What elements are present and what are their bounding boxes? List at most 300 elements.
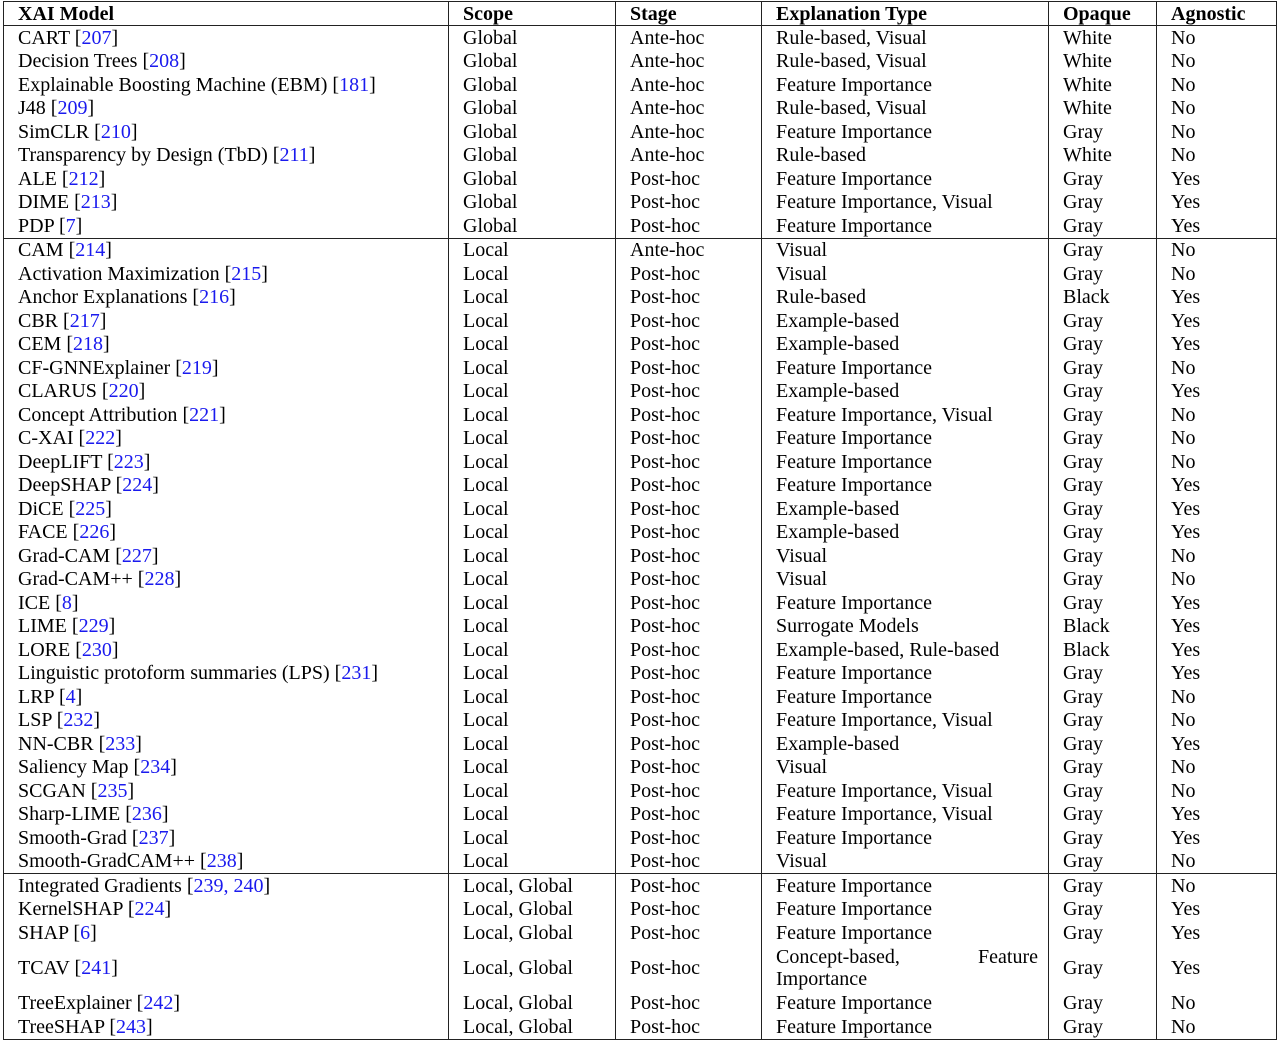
cell-agnostic: Yes (1171, 615, 1201, 638)
citation-link[interactable]: 7 (65, 214, 76, 237)
cell-opaque: Gray (1049, 333, 1157, 357)
cell-explanation-type: Feature Importance (762, 356, 1049, 380)
model-name: CF-GNNExplainer (18, 356, 171, 379)
cell-agnostic: No (1171, 568, 1196, 591)
table-row (4, 191, 1277, 215)
table-row (4, 850, 1277, 874)
cell-explanation-type: Feature Importance (762, 120, 1049, 144)
model-name: Activation Maximization (18, 262, 220, 285)
header-opaque: Opaque (1049, 2, 1157, 26)
cell-agnostic: No (1171, 1015, 1196, 1038)
model-name: Decision Trees (18, 50, 138, 73)
table-row (4, 167, 1277, 191)
cell-scope: Local, Global (449, 1015, 616, 1039)
table-row (4, 591, 1277, 615)
cell-xai-model: DIME [213] (4, 191, 449, 215)
table-row (4, 1015, 1277, 1039)
cell-scope: Local (449, 450, 616, 474)
cell-agnostic: Yes (1171, 521, 1201, 544)
table-row (4, 709, 1277, 733)
cell-opaque: Gray (1049, 450, 1157, 474)
cell-scope: Local (449, 779, 616, 803)
citation-link[interactable]: 224 (122, 474, 153, 497)
cell-agnostic: No (1171, 544, 1196, 567)
cell-xai-model: TreeExplainer [242] (4, 992, 449, 1016)
model-name: CBR (18, 309, 59, 332)
citation-link[interactable]: 220 (108, 380, 139, 403)
cell-scope: Local (449, 568, 616, 592)
cell-explanation-type: Feature Importance (762, 450, 1049, 474)
cell-agnostic: Yes (1171, 662, 1201, 685)
citation-link[interactable]: 216 (199, 286, 230, 309)
table-row (4, 403, 1277, 427)
cell-opaque: Gray (1049, 850, 1157, 874)
cell-explanation-type: Feature Importance (762, 898, 1049, 922)
cell-agnostic: Yes (1171, 333, 1201, 356)
cell-explanation-type: Visual (762, 238, 1049, 262)
cell-opaque: Gray (1049, 568, 1157, 592)
cell-stage: Ante-hoc (616, 26, 762, 50)
cell-xai-model: Explainable Boosting Machine (EBM) [181] (4, 73, 449, 97)
cell-xai-model: SimCLR [210] (4, 120, 449, 144)
cell-scope: Local (449, 427, 616, 451)
table-row (4, 544, 1277, 568)
cell-scope: Local (449, 638, 616, 662)
cell-xai-model: ALE [212] (4, 167, 449, 191)
cell-agnostic: No (1171, 709, 1196, 732)
cell-xai-model: Grad-CAM++ [228] (4, 568, 449, 592)
cell-stage: Post-hoc (616, 333, 762, 357)
cell-stage: Post-hoc (616, 450, 762, 474)
model-name: TreeExplainer (18, 992, 132, 1015)
cell-opaque: Gray (1049, 474, 1157, 498)
cell-explanation-type: Feature Importance (762, 214, 1049, 238)
cell-explanation-type: Rule-based, Visual (762, 26, 1049, 50)
model-name: ICE (18, 591, 51, 614)
cell-opaque: Black (1049, 615, 1157, 639)
citation-link[interactable]: 235 (97, 779, 128, 802)
citation-link[interactable]: 207 (81, 26, 112, 49)
cell-xai-model: KernelSHAP [224] (4, 898, 449, 922)
cell-stage: Post-hoc (616, 167, 762, 191)
cell-opaque: Black (1049, 638, 1157, 662)
cell-opaque: Gray (1049, 544, 1157, 568)
citation-link[interactable]: 219 (181, 356, 212, 379)
cell-stage: Post-hoc (616, 356, 762, 380)
model-name: Integrated Gradients (18, 874, 182, 897)
cell-xai-model: CF-GNNExplainer [219] (4, 356, 449, 380)
cell-scope: Local, Global (449, 945, 616, 992)
cell-explanation-type: Feature Importance (762, 921, 1049, 945)
cell-xai-model: DeepLIFT [223] (4, 450, 449, 474)
table-body (4, 26, 1277, 1040)
cell-agnostic: No (1171, 756, 1196, 779)
cell-agnostic: No (1171, 685, 1196, 708)
cell-explanation-type: Feature Importance (762, 826, 1049, 850)
cell-stage: Post-hoc (616, 521, 762, 545)
header-scope: Scope (449, 2, 616, 26)
table-row (4, 568, 1277, 592)
citation-link[interactable]: 243 (116, 1015, 146, 1038)
cell-scope: Local (449, 497, 616, 521)
cell-stage: Post-hoc (616, 662, 762, 686)
citation-link[interactable]: 224 (134, 898, 165, 921)
table-row (4, 26, 1277, 50)
citation-link[interactable]: 6 (80, 921, 91, 944)
cell-stage: Post-hoc (616, 945, 762, 992)
cell-agnostic: Yes (1171, 957, 1201, 979)
cell-agnostic: No (1171, 144, 1196, 167)
table-row (4, 732, 1277, 756)
model-name: SCGAN (18, 779, 86, 802)
citation-link[interactable]: 236 (131, 803, 162, 826)
cell-scope: Local (449, 380, 616, 404)
citation-link[interactable]: 211 (279, 144, 309, 167)
cell-opaque: White (1049, 73, 1157, 97)
citation-link[interactable]: 233 (105, 732, 136, 755)
cell-scope: Global (449, 214, 616, 238)
citation-link[interactable]: 210 (100, 120, 131, 143)
model-name: TreeSHAP (18, 1015, 105, 1038)
table-row (4, 262, 1277, 286)
header-agnostic: Agnostic (1157, 2, 1277, 26)
cell-stage: Post-hoc (616, 826, 762, 850)
citation-link[interactable]: 238 (206, 850, 237, 873)
cell-agnostic: No (1157, 874, 1277, 898)
cell-xai-model: PDP [7] (4, 214, 449, 238)
table-row (4, 120, 1277, 144)
cell-scope: Local (449, 544, 616, 568)
cell-agnostic: Yes (1171, 732, 1201, 755)
citation-link[interactable]: 222 (85, 427, 116, 450)
citation-link[interactable]: 229 (78, 615, 109, 638)
model-name: Linguistic protoform summaries (LPS) (18, 662, 330, 685)
cell-agnostic: No (1171, 26, 1196, 49)
model-name: TCAV (18, 957, 70, 979)
cell-agnostic: Yes (1171, 803, 1201, 826)
cell-stage: Post-hoc (616, 779, 762, 803)
cell-scope: Local (449, 850, 616, 874)
cell-stage: Post-hoc (616, 568, 762, 592)
cell-xai-model: LRP [4] (4, 685, 449, 709)
model-name: DiCE (18, 497, 64, 520)
table-row (4, 333, 1277, 357)
cell-explanation-type: Visual (762, 568, 1049, 592)
citation-link[interactable]: 218 (73, 333, 104, 356)
cell-explanation-type: Rule-based, Visual (762, 97, 1049, 121)
cell-opaque: Gray (1049, 591, 1157, 615)
cell-opaque: Gray (1049, 380, 1157, 404)
cell-agnostic: Yes (1171, 286, 1201, 309)
cell-stage: Post-hoc (616, 803, 762, 827)
cell-explanation-type: Visual (762, 262, 1049, 286)
cell-agnostic: No (1171, 427, 1196, 450)
table-row (4, 685, 1277, 709)
cell-scope: Local (449, 615, 616, 639)
cell-opaque: Gray (1049, 120, 1157, 144)
cell-xai-model: Integrated Gradients [239, 240] (4, 874, 449, 898)
cell-stage: Post-hoc (616, 898, 762, 922)
cell-scope: Global (449, 167, 616, 191)
cell-opaque: Gray (1049, 803, 1157, 827)
cell-opaque: Gray (1049, 992, 1157, 1016)
cell-xai-model: Activation Maximization [215] (4, 262, 449, 286)
cell-explanation-type: Feature Importance (762, 591, 1049, 615)
model-name: FACE (18, 521, 68, 544)
cell-opaque: Gray (1049, 945, 1157, 992)
cell-stage: Ante-hoc (616, 238, 762, 262)
cell-explanation-type: Feature Importance (762, 992, 1049, 1016)
citation-link[interactable]: 241 (81, 957, 112, 979)
cell-explanation-type: Concept-based, Feature Importance (762, 945, 1049, 992)
cell-opaque: Gray (1049, 521, 1157, 545)
cell-explanation-type: Rule-based (762, 144, 1049, 168)
table-row (4, 826, 1277, 850)
model-name: SHAP (18, 921, 69, 944)
cell-scope: Local (449, 356, 616, 380)
cell-xai-model: Decision Trees [208] (4, 50, 449, 74)
citation-link[interactable]: 239, 240 (193, 874, 264, 897)
cell-explanation-type: Feature Importance, Visual (762, 191, 1049, 215)
cell-xai-model: CLARUS [220] (4, 380, 449, 404)
model-name: SimCLR (18, 120, 90, 143)
table-row (4, 803, 1277, 827)
cell-agnostic: No (1171, 850, 1196, 873)
cell-explanation-type: Example-based (762, 732, 1049, 756)
cell-stage: Post-hoc (616, 591, 762, 615)
cell-xai-model: ICE [8] (4, 591, 449, 615)
cell-explanation-type: Feature Importance (762, 874, 1049, 898)
citation-link[interactable]: 237 (138, 826, 169, 849)
table-row (4, 50, 1277, 74)
cell-scope: Local (449, 262, 616, 286)
citation-link[interactable]: 214 (75, 239, 106, 262)
table-row (4, 356, 1277, 380)
cell-explanation-type: Feature Importance (762, 685, 1049, 709)
cell-explanation-type: Feature Importance, Visual (762, 803, 1049, 827)
cell-scope: Local, Global (449, 898, 616, 922)
cell-opaque: Gray (1049, 262, 1157, 286)
cell-xai-model: DeepSHAP [224] (4, 474, 449, 498)
model-name: CLARUS (18, 380, 97, 403)
cell-explanation-type: Visual (762, 756, 1049, 780)
citation-link[interactable]: 226 (79, 521, 110, 544)
cell-opaque: Black (1049, 286, 1157, 310)
citation-link[interactable]: 217 (69, 309, 100, 332)
cell-scope: Local, Global (449, 874, 616, 898)
citation-link[interactable]: 221 (189, 403, 220, 426)
cell-opaque: Gray (1049, 732, 1157, 756)
cell-stage: Post-hoc (616, 380, 762, 404)
cell-xai-model: CART [207] (4, 26, 449, 50)
citation-link[interactable]: 4 (65, 685, 76, 708)
cell-scope: Local (449, 403, 616, 427)
model-name: LRP (18, 685, 54, 708)
table-row (4, 309, 1277, 333)
model-name: Saliency Map (18, 756, 129, 779)
cell-xai-model: CBR [217] (4, 309, 449, 333)
cell-stage: Post-hoc (616, 732, 762, 756)
table-row (4, 214, 1277, 238)
cell-opaque: Gray (1049, 427, 1157, 451)
cell-opaque: Gray (1049, 709, 1157, 733)
model-name: Smooth-GradCAM++ (18, 850, 196, 873)
model-name: LORE (18, 638, 71, 661)
cell-scope: Local, Global (449, 921, 616, 945)
cell-stage: Post-hoc (616, 309, 762, 333)
cell-opaque: Gray (1049, 214, 1157, 238)
cell-xai-model: LSP [232] (4, 709, 449, 733)
citation-link[interactable]: 231 (341, 662, 372, 685)
cell-opaque: Gray (1049, 356, 1157, 380)
cell-xai-model: Concept Attribution [221] (4, 403, 449, 427)
cell-scope: Local (449, 803, 616, 827)
cell-scope: Local (449, 521, 616, 545)
cell-stage: Post-hoc (616, 474, 762, 498)
cell-explanation-type: Feature Importance, Visual (762, 779, 1049, 803)
cell-agnostic: No (1171, 450, 1196, 473)
cell-scope: Local (449, 732, 616, 756)
table-row (4, 874, 1277, 898)
table-row (4, 945, 1277, 992)
cell-stage: Post-hoc (616, 638, 762, 662)
header-explanation-type: Explanation Type (762, 2, 1049, 26)
model-name: DIME (18, 191, 70, 214)
cell-stage: Post-hoc (616, 403, 762, 427)
cell-opaque: Gray (1049, 685, 1157, 709)
xai-models-table (3, 1, 1277, 1040)
cell-opaque: Gray (1049, 497, 1157, 521)
citation-link[interactable]: 209 (57, 97, 88, 120)
cell-xai-model: Grad-CAM [227] (4, 544, 449, 568)
cell-scope: Global (449, 50, 616, 74)
cell-explanation-type: Example-based, Rule-based (762, 638, 1049, 662)
model-name: NN-CBR (18, 732, 94, 755)
cell-xai-model: Linguistic protoform summaries (LPS) [231] (4, 662, 449, 686)
cell-opaque: Gray (1049, 1015, 1157, 1039)
citation-link[interactable]: 234 (140, 756, 171, 779)
cell-opaque: White (1049, 50, 1157, 74)
cell-stage: Post-hoc (616, 850, 762, 874)
citation-link[interactable]: 242 (143, 992, 174, 1015)
model-name: Explainable Boosting Machine (EBM) (18, 73, 328, 96)
cell-agnostic: Yes (1171, 591, 1201, 614)
cell-stage: Post-hoc (616, 1015, 762, 1039)
cell-agnostic: No (1157, 238, 1277, 262)
table-row (4, 638, 1277, 662)
cell-xai-model: C-XAI [222] (4, 427, 449, 451)
citation-link[interactable]: 213 (80, 191, 111, 214)
cell-agnostic: Yes (1171, 898, 1201, 921)
cell-opaque: Gray (1049, 756, 1157, 780)
table-row (4, 474, 1277, 498)
cell-stage: Post-hoc (616, 544, 762, 568)
cell-agnostic: Yes (1171, 638, 1201, 661)
cell-stage: Post-hoc (616, 756, 762, 780)
cell-explanation-type: Example-based (762, 309, 1049, 333)
cell-xai-model: Smooth-Grad [237] (4, 826, 449, 850)
cell-opaque: Gray (1049, 167, 1157, 191)
cell-stage: Post-hoc (616, 286, 762, 310)
cell-scope: Local (449, 591, 616, 615)
citation-link[interactable]: 208 (149, 50, 180, 73)
cell-stage: Post-hoc (616, 685, 762, 709)
table-row (4, 615, 1277, 639)
cell-scope: Local (449, 662, 616, 686)
cell-xai-model: FACE [226] (4, 521, 449, 545)
cell-scope: Local (449, 238, 616, 262)
cell-agnostic: Yes (1171, 380, 1201, 403)
cell-explanation-type: Example-based (762, 380, 1049, 404)
model-name: J48 (18, 97, 46, 120)
cell-explanation-type: Rule-based (762, 286, 1049, 310)
citation-link[interactable]: 230 (81, 638, 112, 661)
citation-link[interactable]: 232 (63, 709, 94, 732)
model-name: LSP (18, 709, 52, 732)
cell-xai-model: Smooth-GradCAM++ [238] (4, 850, 449, 874)
cell-explanation-type: Feature Importance (762, 1015, 1049, 1039)
citation-link[interactable]: 8 (61, 591, 72, 614)
model-name: CAM (18, 239, 64, 262)
cell-stage: Post-hoc (616, 427, 762, 451)
cell-explanation-type: Visual (762, 850, 1049, 874)
cell-opaque: White (1049, 144, 1157, 168)
cell-scope: Local (449, 756, 616, 780)
cell-opaque: Gray (1049, 826, 1157, 850)
citation-link[interactable]: 181 (339, 73, 370, 96)
cell-opaque: Gray (1049, 662, 1157, 686)
model-name: Grad-CAM++ (18, 568, 133, 591)
cell-agnostic: Yes (1171, 309, 1201, 332)
citation-link[interactable]: 212 (68, 167, 99, 190)
cell-stage: Post-hoc (616, 262, 762, 286)
cell-xai-model: Transparency by Design (TbD) [211] (4, 144, 449, 168)
cell-scope: Global (449, 120, 616, 144)
cell-stage: Post-hoc (616, 191, 762, 215)
cell-explanation-type: Feature Importance, Visual (762, 709, 1049, 733)
model-name: DeepLIFT (18, 450, 103, 473)
model-name: C-XAI (18, 427, 74, 450)
cell-stage: Post-hoc (616, 874, 762, 898)
cell-explanation-type: Feature Importance (762, 662, 1049, 686)
cell-scope: Local (449, 333, 616, 357)
cell-scope: Global (449, 26, 616, 50)
cell-stage: Post-hoc (616, 921, 762, 945)
citation-link[interactable]: 215 (231, 262, 262, 285)
cell-agnostic: No (1171, 779, 1196, 802)
cell-explanation-type: Feature Importance (762, 474, 1049, 498)
citation-link[interactable]: 227 (121, 544, 152, 567)
cell-scope: Local (449, 685, 616, 709)
cell-agnostic: No (1171, 992, 1196, 1015)
table-row (4, 898, 1277, 922)
citation-link[interactable]: 223 (113, 450, 144, 473)
table-row (4, 756, 1277, 780)
cell-agnostic: No (1171, 262, 1196, 285)
cell-scope: Local (449, 309, 616, 333)
cell-explanation-type: Feature Importance (762, 167, 1049, 191)
citation-link[interactable]: 228 (144, 568, 175, 591)
cell-scope: Global (449, 97, 616, 121)
table-row (4, 779, 1277, 803)
cell-scope: Local (449, 709, 616, 733)
cell-scope: Local (449, 474, 616, 498)
table-row (4, 662, 1277, 686)
citation-link[interactable]: 225 (75, 497, 106, 520)
cell-xai-model: J48 [209] (4, 97, 449, 121)
model-name: Grad-CAM (18, 544, 111, 567)
cell-stage: Post-hoc (616, 497, 762, 521)
